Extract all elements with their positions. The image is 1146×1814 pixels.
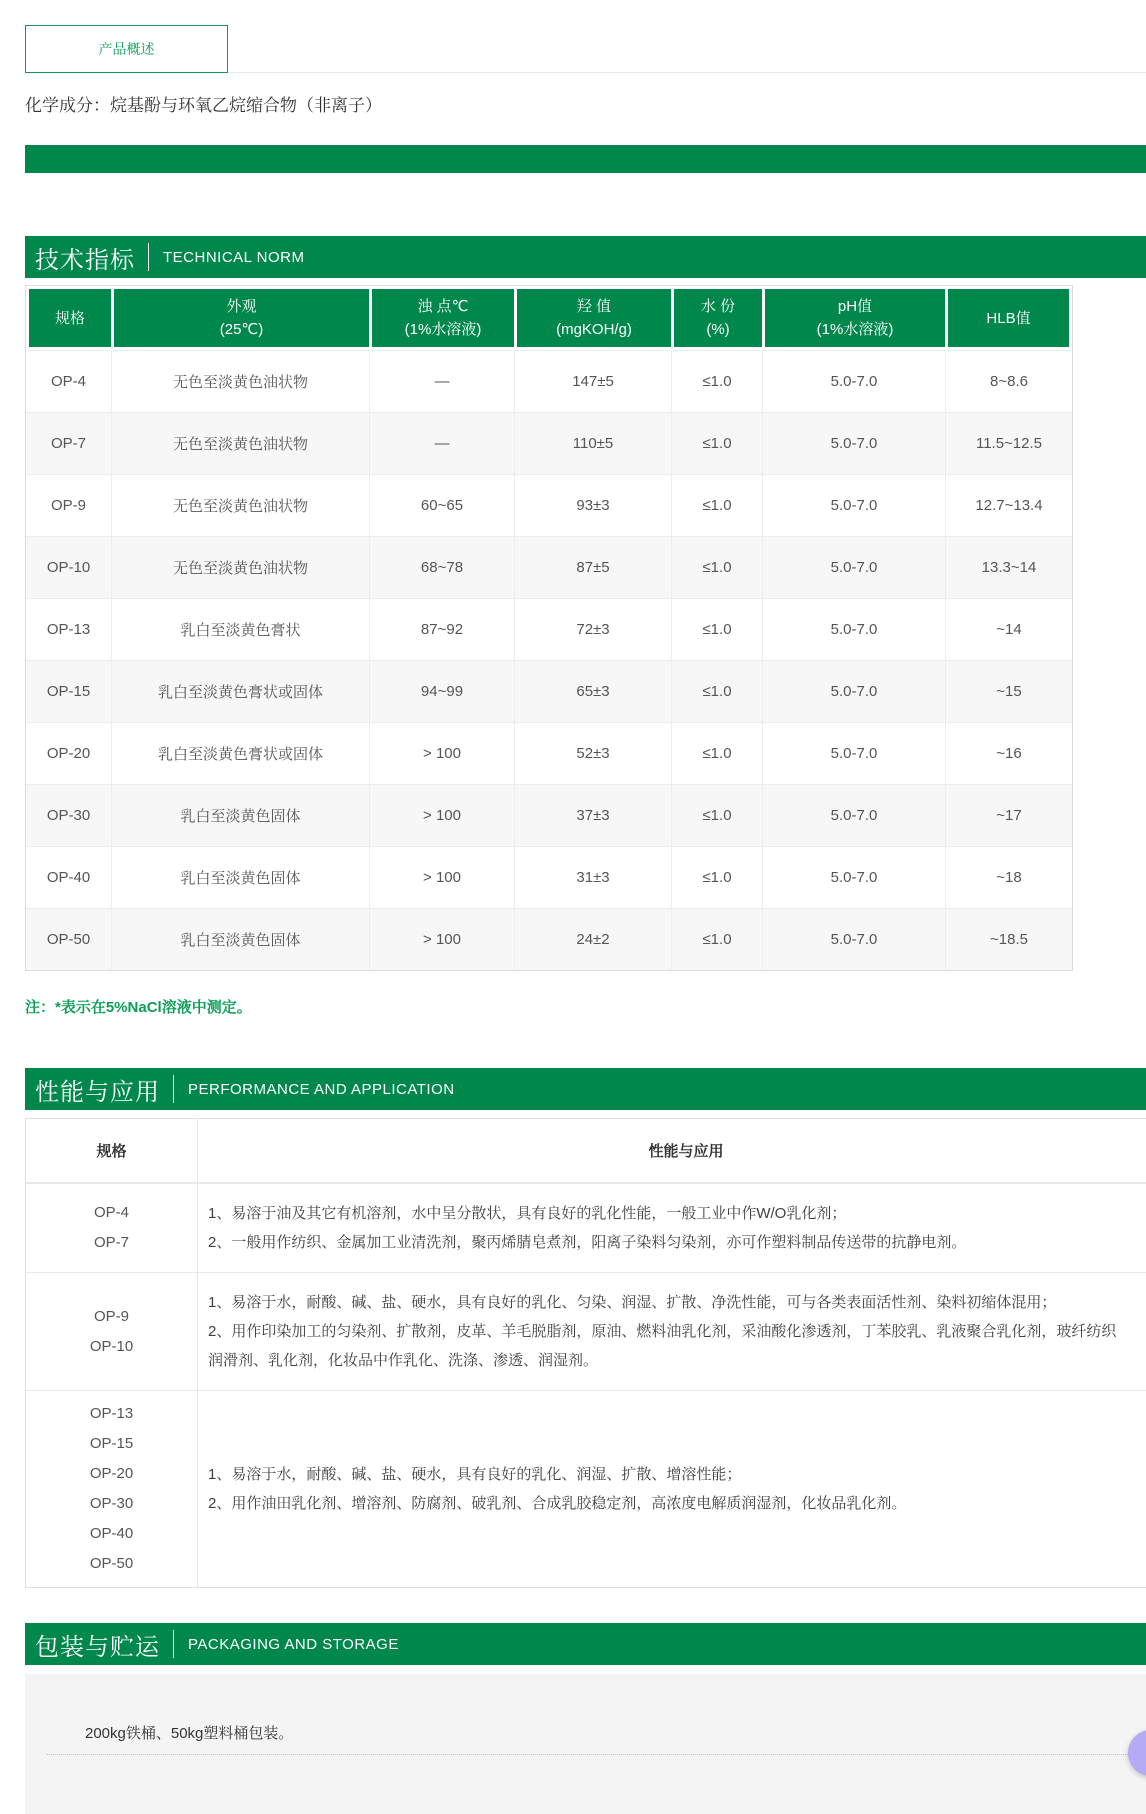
table-row <box>26 536 1072 598</box>
table-cell: 乳白至淡黄色膏状或固体 <box>111 722 369 784</box>
green-banner <box>25 145 1146 173</box>
section-title-en: TECHNICAL NORM <box>163 248 305 266</box>
table-cell: 5.0-7.0 <box>762 350 945 412</box>
table-cell: 乳白至淡黄色固体 <box>111 846 369 908</box>
section-title-cn: 性能与应用 <box>35 1078 160 1106</box>
table-cell: 13.3~14 <box>945 536 1072 598</box>
section-technical-norm-header <box>25 236 1146 278</box>
column-header: 规格 <box>26 286 111 350</box>
table-cell: 52±3 <box>514 722 671 784</box>
table-cell: — <box>369 350 514 412</box>
description-cell: 1、易溶于水，耐酸、碱、盐、硬水，具有良好的乳化、润湿、扩散、增溶性能； 2、用作油田乳化剂、增溶剂、防腐剂、破乳剂、合成乳胶稳定剂，高浓度电解质润湿剂，化妆品乳化剂。 <box>198 1390 1146 1587</box>
section-title-cn: 技术指标 <box>35 246 135 274</box>
table-cell: ≤1.0 <box>671 722 762 784</box>
column-header-application: 性能与应用 <box>198 1119 1146 1183</box>
table-cell: 5.0-7.0 <box>762 722 945 784</box>
table-cell: OP-15 <box>26 660 111 722</box>
table-cell: 无色至淡黄色油状物 <box>111 536 369 598</box>
table-cell: ~18.5 <box>945 908 1072 970</box>
table-cell: ≤1.0 <box>671 846 762 908</box>
table-cell: > 100 <box>369 908 514 970</box>
section-title-en: PERFORMANCE AND APPLICATION <box>188 1080 455 1098</box>
table-row <box>26 722 1072 784</box>
column-header: HLB值 <box>945 286 1072 350</box>
table-cell: ~16 <box>945 722 1072 784</box>
spec-cell: OP-13 OP-15 OP-20 OP-30 OP-40 OP-50 <box>26 1390 198 1587</box>
table-cell: 110±5 <box>514 412 671 474</box>
spec-cell: OP-9 OP-10 <box>26 1272 198 1390</box>
table-cell: ≤1.0 <box>671 908 762 970</box>
packaging-content-box <box>25 1674 1146 1814</box>
packaging-content: 200kg铁桶、50kg塑料桶包装。 <box>85 1725 294 1742</box>
table-cell: 5.0-7.0 <box>762 474 945 536</box>
tab-row <box>25 25 1146 73</box>
tab-product-overview-label: 产品概述 <box>98 41 155 57</box>
section-packaging-header <box>25 1623 1146 1665</box>
technical-table <box>25 285 1073 971</box>
table-cell: ~15 <box>945 660 1072 722</box>
table-row <box>26 1272 1146 1390</box>
table-cell: 37±3 <box>514 784 671 846</box>
performance-table-body <box>26 1183 1146 1587</box>
table-cell: OP-10 <box>26 536 111 598</box>
chemical-composition-text: 化学成分：烷基酚与环氧乙烷缩合物（非离子） <box>25 96 382 115</box>
table-row <box>26 474 1072 536</box>
technical-table-body <box>26 350 1072 970</box>
table-cell: ≤1.0 <box>671 474 762 536</box>
table-row <box>26 350 1072 412</box>
table-cell: > 100 <box>369 846 514 908</box>
table-cell: 5.0-7.0 <box>762 660 945 722</box>
table-row <box>26 908 1072 970</box>
table-cell: 无色至淡黄色油状物 <box>111 412 369 474</box>
table-cell: 5.0-7.0 <box>762 908 945 970</box>
table-cell: OP-30 <box>26 784 111 846</box>
table-cell: ≤1.0 <box>671 412 762 474</box>
dotted-divider <box>47 1754 1132 1755</box>
tab-product-overview[interactable] <box>25 25 228 73</box>
table-cell: ~14 <box>945 598 1072 660</box>
table-cell: 60~65 <box>369 474 514 536</box>
table-cell: 5.0-7.0 <box>762 846 945 908</box>
table-cell: 72±3 <box>514 598 671 660</box>
note-text: 注：*表示在5%NaCl溶液中测定。 <box>25 999 252 1016</box>
table-cell: 5.0-7.0 <box>762 412 945 474</box>
table-cell: 65±3 <box>514 660 671 722</box>
technical-table-header-row <box>26 286 1072 350</box>
table-cell: 12.7~13.4 <box>945 474 1072 536</box>
table-cell: OP-50 <box>26 908 111 970</box>
section-performance-header <box>25 1068 1146 1110</box>
table-cell: ≤1.0 <box>671 660 762 722</box>
table-row <box>26 598 1072 660</box>
table-cell: ≤1.0 <box>671 784 762 846</box>
table-cell: 24±2 <box>514 908 671 970</box>
table-cell: 93±3 <box>514 474 671 536</box>
table-cell: 5.0-7.0 <box>762 536 945 598</box>
table-cell: ~17 <box>945 784 1072 846</box>
section-title-cn: 包装与贮运 <box>35 1633 160 1661</box>
description-cell: 1、易溶于油及其它有机溶剂，水中呈分散状，具有良好的乳化性能，一般工业中作W/O乳化剂； 2、一般用作纺织、金属加工业清洗剂，聚丙烯腈皂煮剂，阳离子染料匀染剂，亦可作塑料制品传送带的抗静电剂。 <box>198 1183 1146 1272</box>
table-cell: OP-13 <box>26 598 111 660</box>
table-row <box>26 1390 1146 1587</box>
table-cell: 乳白至淡黄色固体 <box>111 908 369 970</box>
description-cell: 1、易溶于水，耐酸、碱、盐、硬水，具有良好的乳化、匀染、润湿、扩散、净洗性能，可与各类表面活性剂、染料初缩体混用； 2、用作印染加工的匀染剂、扩散剂，皮革、羊毛脱脂剂，原油、燃料油乳化剂，采油酸化渗透剂，丁苯胶乳、乳液聚合乳化剂，玻纤纺织 润滑剂、乳化剂，化妆品中作乳化、洗涤、渗透、润湿剂。 <box>198 1272 1146 1390</box>
table-cell: 5.0-7.0 <box>762 784 945 846</box>
table-row <box>26 412 1072 474</box>
performance-table-header-row <box>26 1119 1146 1183</box>
table-cell: ≤1.0 <box>671 350 762 412</box>
column-header: 浊 点℃ (1%水溶液) <box>369 286 514 350</box>
tab-row-divider <box>228 72 1146 73</box>
table-cell: 8~8.6 <box>945 350 1072 412</box>
table-row <box>26 846 1072 908</box>
table-cell: OP-20 <box>26 722 111 784</box>
column-header: 水 份 (%) <box>671 286 762 350</box>
table-cell: ≤1.0 <box>671 598 762 660</box>
table-cell: 乳白至淡黄色膏状 <box>111 598 369 660</box>
column-header: 外观 (25℃) <box>111 286 369 350</box>
table-cell: 无色至淡黄色油状物 <box>111 474 369 536</box>
section-title-en: PACKAGING AND STORAGE <box>188 1635 399 1653</box>
column-header-spec: 规格 <box>26 1119 198 1183</box>
table-cell: OP-7 <box>26 412 111 474</box>
table-cell: 31±3 <box>514 846 671 908</box>
table-cell: 无色至淡黄色油状物 <box>111 350 369 412</box>
table-cell: 5.0-7.0 <box>762 598 945 660</box>
column-header: pH值 (1%水溶液) <box>762 286 945 350</box>
table-cell: 11.5~12.5 <box>945 412 1072 474</box>
performance-table <box>25 1118 1146 1588</box>
table-cell: — <box>369 412 514 474</box>
table-cell: 乳白至淡黄色膏状或固体 <box>111 660 369 722</box>
table-row <box>26 660 1072 722</box>
table-cell: ~18 <box>945 846 1072 908</box>
table-cell: 乳白至淡黄色固体 <box>111 784 369 846</box>
table-cell: > 100 <box>369 722 514 784</box>
table-cell: OP-4 <box>26 350 111 412</box>
table-cell: 87~92 <box>369 598 514 660</box>
table-row <box>26 784 1072 846</box>
spec-cell: OP-4 OP-7 <box>26 1183 198 1272</box>
table-cell: OP-40 <box>26 846 111 908</box>
column-header: 羟 值 (mgKOH/g) <box>514 286 671 350</box>
table-cell: 87±5 <box>514 536 671 598</box>
table-cell: OP-9 <box>26 474 111 536</box>
table-cell: 68~78 <box>369 536 514 598</box>
table-cell: 147±5 <box>514 350 671 412</box>
table-cell: ≤1.0 <box>671 536 762 598</box>
table-cell: > 100 <box>369 784 514 846</box>
table-cell: 94~99 <box>369 660 514 722</box>
table-row <box>26 1183 1146 1272</box>
